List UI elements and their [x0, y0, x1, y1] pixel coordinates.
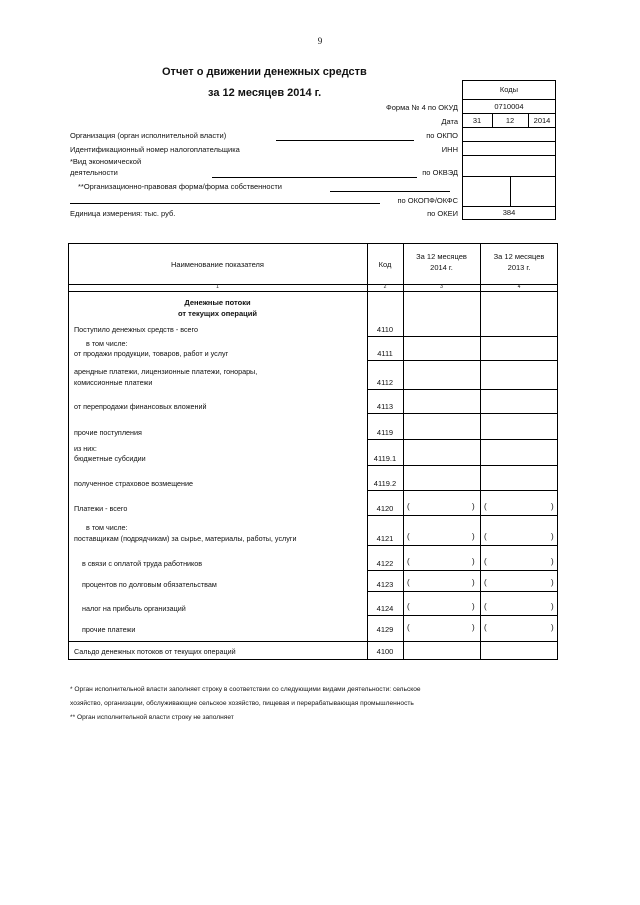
footnote-1-line1: * Орган исполнительной власти заполняет строку в соответствии со следующими видами деятельности: сельское: [70, 686, 421, 693]
row-label-4110: Поступило денежных средств - всего: [74, 325, 199, 334]
inn-label: ИНН: [441, 145, 458, 154]
legal-form-field-1[interactable]: [330, 191, 450, 192]
paren-open: (: [484, 602, 487, 611]
row-code-4111: 4111: [377, 349, 393, 358]
paren-close: ): [551, 602, 554, 611]
codes-divider: [462, 155, 556, 156]
row-code-4122: 4122: [376, 559, 394, 568]
codes-divider: [462, 113, 556, 114]
codes-divider: [462, 206, 556, 207]
section-title-line1: Денежные потоки: [184, 298, 251, 307]
paren-open: (: [484, 578, 487, 587]
activity-field[interactable]: [212, 177, 417, 178]
paren-open: (: [407, 623, 410, 632]
okud-code[interactable]: 0710004: [494, 102, 524, 111]
row-code-4124: 4124: [376, 604, 394, 613]
row-label-4111: от продажи продукции, товаров, работ и услуг: [74, 349, 229, 358]
paren-open: (: [484, 532, 487, 541]
table-column-divider: [403, 243, 404, 660]
row-divider: [367, 336, 558, 337]
paren-open: (: [484, 502, 487, 511]
paren-open: (: [407, 502, 410, 511]
row-divider: [367, 515, 558, 516]
row-label-4113: от перепродажи финансовых вложений: [74, 402, 207, 411]
codes-divider: [462, 99, 556, 100]
legal-form-field-2[interactable]: [70, 203, 380, 204]
paren-open: (: [407, 578, 410, 587]
row-label-4119-2: полученное страховое возмещение: [74, 479, 194, 488]
legal-form-label: **Организационно-правовая форма/форма собственности: [78, 182, 282, 191]
paren-close: ): [551, 623, 554, 632]
page-number: 9: [317, 36, 323, 46]
table-row-divider: [68, 641, 558, 642]
date-day[interactable]: 31: [472, 116, 482, 125]
codes-divider: [510, 176, 511, 206]
row-label-4124: налог на прибыль организаций: [82, 604, 186, 613]
row-label-4123: процентов по долговым обязательствам: [82, 580, 217, 589]
paren-open: (: [484, 557, 487, 566]
row-code-4120: 4120: [376, 504, 394, 513]
footnote-1-line2: хозяйство, организации, обслуживающие сельское хозяйство, пищевая и перерабатывающая промышленность: [70, 700, 414, 707]
paren-open: (: [407, 557, 410, 566]
unit-label: Единица измерения: тыс. руб.: [70, 209, 176, 218]
row-code-4110: 4110: [376, 325, 394, 334]
row-divider: [367, 615, 558, 616]
paren-close: ): [551, 532, 554, 541]
column-number: 2: [383, 284, 387, 290]
paren-close: ): [551, 578, 554, 587]
paren-close: ): [472, 557, 475, 566]
row-code-4119-2: 4119.2: [373, 479, 397, 488]
codes-divider: [462, 141, 556, 142]
date-month[interactable]: 12: [505, 116, 515, 125]
row-code-4100: 4100: [376, 647, 394, 656]
paren-close: ): [551, 502, 554, 511]
row-code-4121: 4121: [376, 534, 394, 543]
row-prefix-4121: в том числе:: [86, 523, 128, 532]
paren-open: (: [484, 623, 487, 632]
row-label-4112-line1: арендные платежи, лицензионные платежи, гонорары,: [74, 367, 258, 376]
column-header-2013-line2: 2013 г.: [507, 263, 531, 272]
row-code-4129: 4129: [376, 625, 394, 634]
row-prefix-4111: в том числе:: [86, 339, 128, 348]
activity-label-1: *Вид экономической: [70, 157, 142, 166]
organization-field[interactable]: [276, 140, 414, 141]
row-code-4119-1: 4119.1: [373, 454, 397, 463]
row-divider: [367, 570, 558, 571]
row-code-4119: 4119: [376, 428, 394, 437]
paren-close: ): [472, 578, 475, 587]
row-label-4119: прочие поступления: [74, 428, 142, 437]
date-year[interactable]: 2014: [533, 116, 551, 125]
paren-close: ): [472, 502, 475, 511]
okei-label: по ОКЕИ: [427, 209, 458, 218]
inn-description: Идентификационный номер налогоплательщика: [70, 145, 240, 154]
column-number: 1: [216, 284, 219, 290]
row-code-4112: 4112: [376, 378, 394, 387]
report-title: Отчет о движении денежных средств: [162, 66, 367, 78]
row-label-4129: прочие платежи: [82, 625, 136, 634]
footnote-2: ** Орган исполнительной власти строку не заполняет: [70, 714, 234, 721]
row-divider: [367, 389, 558, 390]
codes-divider: [462, 127, 556, 128]
column-header-2013-line1: За 12 месяцев: [493, 252, 545, 261]
okved-label: по ОКВЭД: [422, 168, 458, 177]
date-label: Дата: [441, 117, 458, 126]
paren-close: ): [472, 623, 475, 632]
row-label-4119-1: бюджетные субсидии: [74, 454, 146, 463]
paren-open: (: [407, 532, 410, 541]
okei-code[interactable]: 384: [502, 208, 516, 217]
section-title-line2: от текущих операций: [178, 309, 257, 318]
activity-label-2: деятельности: [70, 168, 118, 177]
row-code-4113: 4113: [376, 402, 394, 411]
paren-open: (: [407, 602, 410, 611]
row-divider: [367, 413, 558, 414]
paren-close: ): [472, 532, 475, 541]
report-period: за 12 месяцев 2014 г.: [208, 87, 322, 99]
codes-divider: [462, 176, 556, 177]
codes-header: Коды: [499, 85, 519, 94]
row-divider: [367, 490, 558, 491]
row-divider: [367, 591, 558, 592]
organization-label: Организация (орган исполнительной власти): [70, 131, 227, 140]
row-label-4121: поставщикам (подрядчикам) за сырье, материалы, работы, услуги: [74, 534, 297, 543]
column-header-code: Код: [378, 260, 392, 269]
table-row-divider: [68, 291, 558, 292]
row-code-4123: 4123: [376, 580, 394, 589]
row-label-4120: Платежи - всего: [74, 504, 128, 513]
form-okud-label: Форма № 4 по ОКУД: [386, 103, 458, 112]
row-divider: [367, 545, 558, 546]
column-number: 3: [440, 284, 443, 290]
column-header-2014-line1: За 12 месяцев: [416, 252, 467, 261]
row-prefix-4119-1: из них:: [74, 444, 97, 453]
column-header-2014-line2: 2014 г.: [430, 263, 453, 272]
okopf-label: по ОКОПФ/ОКФС: [397, 196, 458, 205]
table-column-divider: [480, 243, 481, 660]
row-divider: [367, 360, 558, 361]
row-divider: [367, 465, 558, 466]
paren-close: ): [472, 602, 475, 611]
row-label-4112-line2: комиссионные платежи: [74, 378, 153, 387]
row-divider: [367, 439, 558, 440]
row-label-4100: Сальдо денежных потоков от текущих операций: [74, 647, 236, 656]
codes-box: [462, 80, 556, 220]
column-header-name: Наименование показателя: [171, 260, 264, 269]
column-number: 4: [517, 284, 521, 290]
row-label-4122: в связи с оплатой труда работников: [82, 559, 203, 568]
table-column-divider: [367, 243, 368, 660]
paren-close: ): [551, 557, 554, 566]
okpo-label: по ОКПО: [426, 131, 458, 140]
